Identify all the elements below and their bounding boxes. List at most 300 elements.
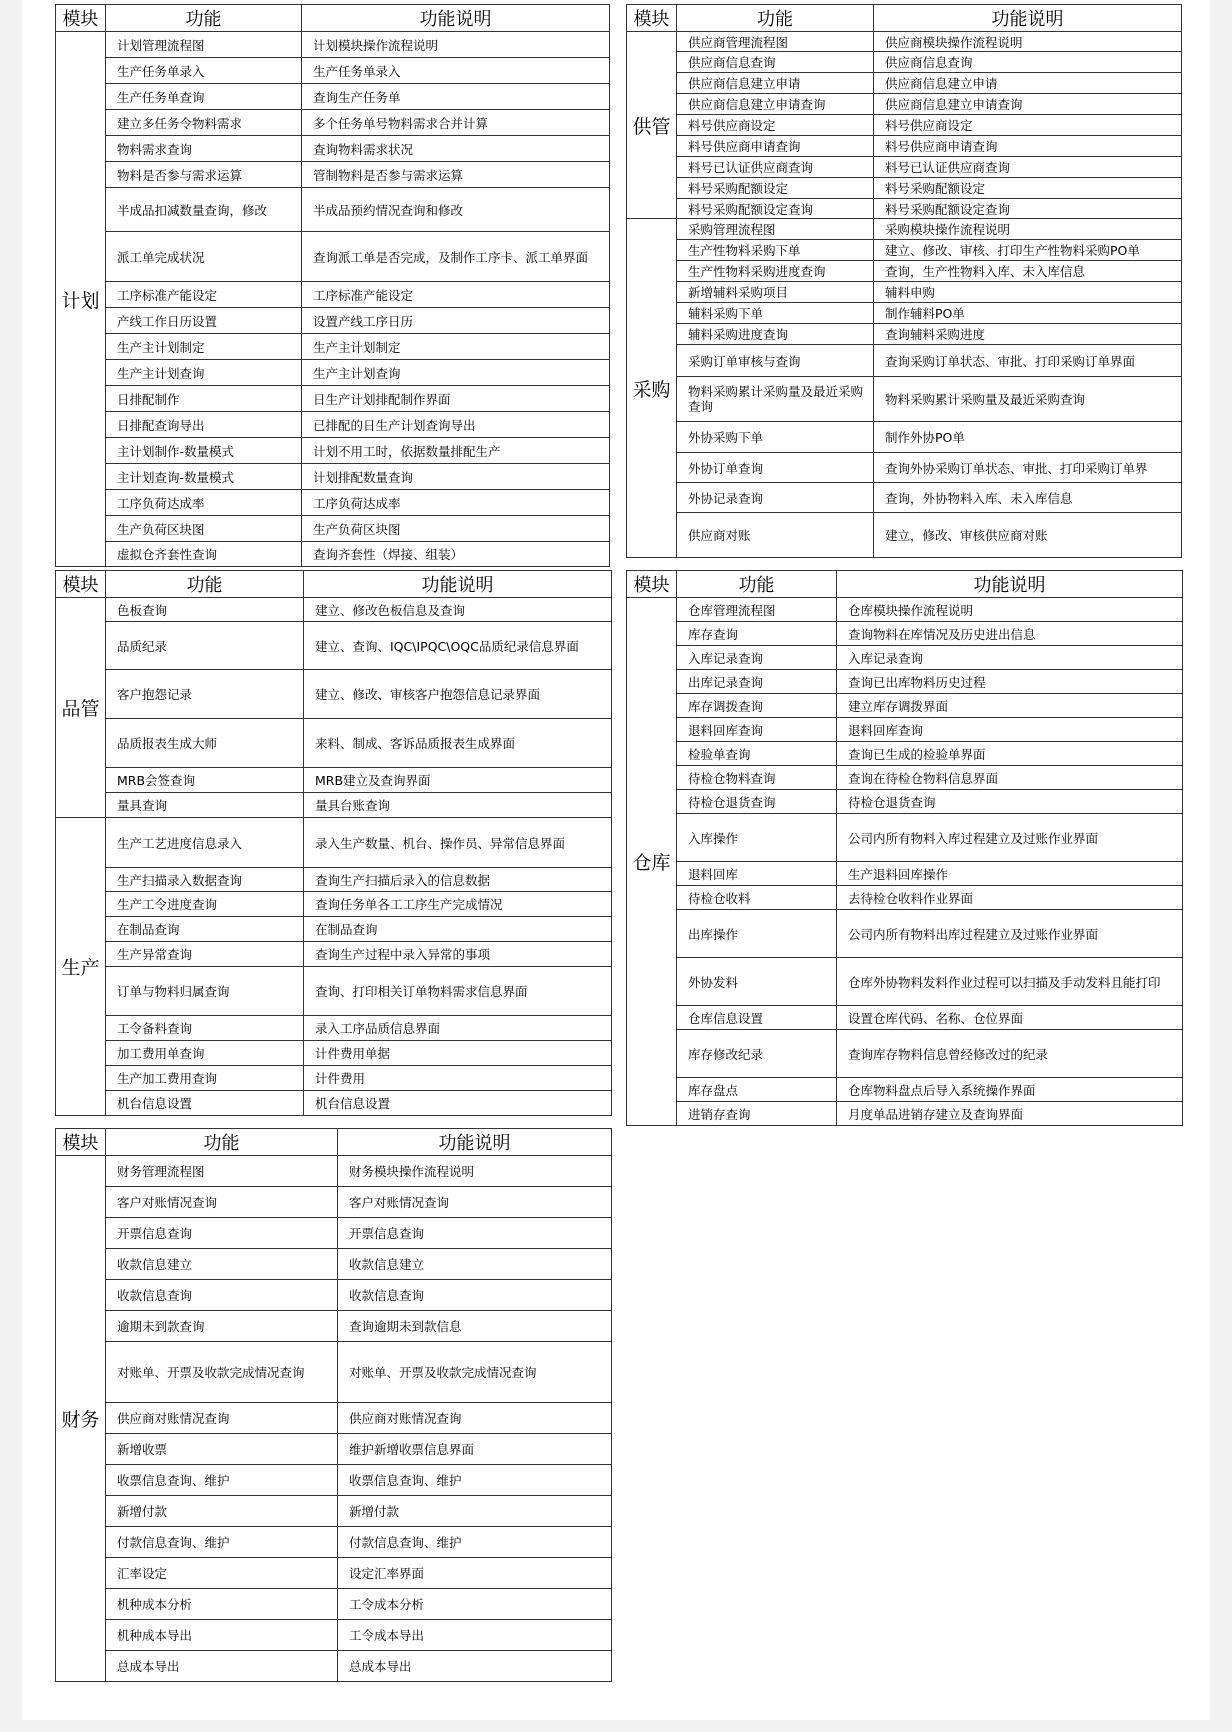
table-row <box>56 32 610 58</box>
description-cell: 收款信息查询 <box>338 1280 612 1311</box>
description-cell: 查询，生产性物料入库、未入库信息 <box>874 261 1182 282</box>
header-row <box>627 5 1182 32</box>
description-cell: 计件费用 <box>304 1066 612 1091</box>
header-description: 功能说明 <box>302 5 610 32</box>
table-row <box>56 1066 612 1091</box>
module-cell: 采购 <box>627 219 677 558</box>
description-cell: 料号已认证供应商查询 <box>874 157 1182 178</box>
table-row <box>56 768 612 793</box>
function-cell: 产线工作日历设置 <box>106 308 302 334</box>
table-row <box>627 345 1182 377</box>
function-cell: 待检仓收料 <box>677 886 837 910</box>
function-cell: 生产性物料采购下单 <box>677 240 874 261</box>
function-cell: 虚拟仓齐套性查询 <box>106 542 302 567</box>
function-cell: 新增辅料采购项目 <box>677 282 874 303</box>
function-cell: 生产负荷区块图 <box>106 516 302 542</box>
function-cell: 量具查询 <box>106 793 304 818</box>
function-cell: 生产性物料采购进度查询 <box>677 261 874 282</box>
function-cell: 客户抱怨记录 <box>106 670 304 719</box>
module-cell: 计划 <box>56 32 106 567</box>
header-function: 功能 <box>106 5 302 32</box>
description-cell: 辅料申购 <box>874 282 1182 303</box>
header-description: 功能说明 <box>837 571 1183 598</box>
table-row <box>627 282 1182 303</box>
table-row <box>627 622 1183 646</box>
table-row <box>627 694 1183 718</box>
table-row <box>627 261 1182 282</box>
table-row <box>56 1218 612 1249</box>
table-row <box>56 308 610 334</box>
header-description: 功能说明 <box>338 1129 612 1156</box>
function-cell: 建立多任务令物料需求 <box>106 110 302 136</box>
table-row <box>56 162 610 188</box>
function-cell: 生产工令进度查询 <box>106 892 304 917</box>
table-row <box>56 1187 612 1218</box>
header-module: 模块 <box>56 1129 106 1156</box>
module-cell: 供管 <box>627 32 677 219</box>
function-cell: 外协记录查询 <box>677 483 874 513</box>
function-cell: 工序标准产能设定 <box>106 282 302 308</box>
description-cell: 生产负荷区块图 <box>302 516 610 542</box>
table-row <box>627 422 1182 453</box>
function-cell: 供应商管理流程图 <box>677 32 874 52</box>
table-row <box>56 516 610 542</box>
description-cell: 查询外协采购订单状态、审批、打印采购订单界 <box>874 453 1182 483</box>
table-row <box>56 917 612 942</box>
description-cell: 料号采购配额设定查询 <box>874 199 1182 219</box>
table-row <box>56 1496 612 1527</box>
function-cell: 生产任务单查询 <box>106 84 302 110</box>
description-cell: 计划不用工时，依据数量排配生产 <box>302 438 610 464</box>
description-cell: 供应商模块操作流程说明 <box>874 32 1182 52</box>
description-cell: 查询、打印相关订单物料需求信息界面 <box>304 967 612 1016</box>
description-cell: 料号采购配额设定 <box>874 178 1182 199</box>
function-cell: 供应商对账情况查询 <box>106 1403 338 1434</box>
table-row <box>56 490 610 516</box>
description-cell: 建立、查询、IQC\IPQC\OQC品质纪录信息界面 <box>304 622 612 670</box>
function-cell: 工令备料查询 <box>106 1016 304 1041</box>
function-cell: 入库记录查询 <box>677 646 837 670</box>
function-cell: 日排配制作 <box>106 386 302 412</box>
function-cell: 收款信息建立 <box>106 1249 338 1280</box>
function-cell: 料号供应商申请查询 <box>677 136 874 157</box>
table-row <box>56 1091 612 1116</box>
table-row <box>627 115 1182 136</box>
function-cell: 外协采购下单 <box>677 422 874 453</box>
table-row <box>627 453 1182 483</box>
table-row <box>627 958 1183 1006</box>
function-cell: MRB会签查询 <box>106 768 304 793</box>
function-cell: 进销存查询 <box>677 1102 837 1126</box>
function-cell: 物料需求查询 <box>106 136 302 162</box>
table-row <box>627 32 1182 52</box>
function-cell: 出库操作 <box>677 910 837 958</box>
function-cell: 辅料采购下单 <box>677 303 874 324</box>
description-cell: 查询已出库物料历史过程 <box>837 670 1183 694</box>
function-cell: 主计划制作-数量模式 <box>106 438 302 464</box>
table-row <box>56 386 610 412</box>
function-cell: 料号已认证供应商查询 <box>677 157 874 178</box>
function-cell: 开票信息查询 <box>106 1218 338 1249</box>
function-cell: 收款信息查询 <box>106 1280 338 1311</box>
function-cell: 工序负荷达成率 <box>106 490 302 516</box>
description-cell: 设定汇率界面 <box>338 1558 612 1589</box>
function-cell: 外协发料 <box>677 958 837 1006</box>
function-cell: 物料采购累计采购量及最近采购查询 <box>677 377 874 422</box>
table-row <box>627 646 1183 670</box>
description-cell: 供应商信息建立申请查询 <box>874 94 1182 115</box>
table-row <box>627 483 1182 513</box>
function-cell: 生产主计划查询 <box>106 360 302 386</box>
table-row <box>627 303 1182 324</box>
description-cell: 收票信息查询、维护 <box>338 1465 612 1496</box>
table-row <box>56 282 610 308</box>
description-cell: 录入生产数量、机台、操作员、异常信息界面 <box>304 818 612 868</box>
description-cell: 查询逾期未到款信息 <box>338 1311 612 1342</box>
description-cell: 工令成本分析 <box>338 1589 612 1620</box>
function-cell: 新增付款 <box>106 1496 338 1527</box>
table-row <box>56 793 612 818</box>
table-row <box>627 1078 1183 1102</box>
description-cell: 查询生产过程中录入异常的事项 <box>304 942 612 967</box>
description-cell: 已排配的日生产计划查询导出 <box>302 412 610 438</box>
header-description: 功能说明 <box>874 5 1182 32</box>
table-row <box>56 110 610 136</box>
table-row <box>56 1156 612 1187</box>
table-row <box>56 1434 612 1465</box>
function-cell: 待检仓退货查询 <box>677 790 837 814</box>
table-row <box>627 240 1182 261</box>
function-cell: 机台信息设置 <box>106 1091 304 1116</box>
description-cell: 生产退料回库操作 <box>837 862 1183 886</box>
function-cell: 检验单查询 <box>677 742 837 766</box>
description-cell: 录入工序品质信息界面 <box>304 1016 612 1041</box>
description-cell: 查询齐套性（焊接、组装） <box>302 542 610 567</box>
description-cell: 查询，外协物料入库、未入库信息 <box>874 483 1182 513</box>
function-cell: 库存盘点 <box>677 1078 837 1102</box>
function-cell: 总成本导出 <box>106 1651 338 1682</box>
table-row <box>56 438 610 464</box>
function-cell: 派工单完成状况 <box>106 232 302 282</box>
table-row <box>56 942 612 967</box>
header-function: 功能 <box>677 5 874 32</box>
table-row <box>627 718 1183 742</box>
description-cell: 工序标准产能设定 <box>302 282 610 308</box>
table-row <box>56 622 612 670</box>
function-cell: 辅料采购进度查询 <box>677 324 874 345</box>
description-cell: 查询库存物料信息曾经修改过的纪录 <box>837 1030 1183 1078</box>
function-cell: 生产扫描录入数据查询 <box>106 868 304 892</box>
table-row <box>56 334 610 360</box>
table-row <box>56 1342 612 1403</box>
description-cell: 查询物料在库情况及历史进出信息 <box>837 622 1183 646</box>
table-row <box>56 1041 612 1066</box>
table-row <box>627 513 1182 558</box>
description-cell: 制作辅料PO单 <box>874 303 1182 324</box>
description-cell: 退料回库查询 <box>837 718 1183 742</box>
table-row <box>627 1006 1183 1030</box>
description-cell: 查询在待检仓物料信息界面 <box>837 766 1183 790</box>
function-cell: 库存查询 <box>677 622 837 646</box>
description-cell: 查询已生成的检验单界面 <box>837 742 1183 766</box>
warehouse-module-table <box>626 570 1183 1126</box>
function-cell: 对账单、开票及收款完成情况查询 <box>106 1342 338 1403</box>
table-row <box>627 814 1183 862</box>
table-row <box>627 910 1183 958</box>
table-row <box>627 52 1182 73</box>
table-row <box>56 412 610 438</box>
function-cell: 机种成本导出 <box>106 1620 338 1651</box>
header-function: 功能 <box>677 571 837 598</box>
function-cell: 待检仓物料查询 <box>677 766 837 790</box>
quality-production-module-table <box>55 570 612 1116</box>
function-cell: 加工费用单查询 <box>106 1041 304 1066</box>
table-row <box>627 219 1182 240</box>
description-cell: 维护新增收票信息界面 <box>338 1434 612 1465</box>
header-module: 模块 <box>627 5 677 32</box>
description-cell: 多个任务单号物料需求合并计算 <box>302 110 610 136</box>
description-cell: 供应商对账情况查询 <box>338 1403 612 1434</box>
table-row <box>56 232 610 282</box>
description-cell: 公司内所有物料入库过程建立及过账作业界面 <box>837 814 1183 862</box>
table-row <box>627 1030 1183 1078</box>
finance-module-table <box>55 1128 612 1682</box>
header-row <box>56 571 612 598</box>
header-function: 功能 <box>106 1129 338 1156</box>
table-row <box>56 598 612 622</box>
header-module: 模块 <box>56 5 106 32</box>
description-cell: 查询派工单是否完成，及制作工序卡、派工单界面 <box>302 232 610 282</box>
function-cell: 生产任务单录入 <box>106 58 302 84</box>
description-cell: 对账单、开票及收款完成情况查询 <box>338 1342 612 1403</box>
function-cell: 计划管理流程图 <box>106 32 302 58</box>
module-cell: 生产 <box>56 818 106 1116</box>
description-cell: 仓库模块操作流程说明 <box>837 598 1183 622</box>
table-row <box>56 1280 612 1311</box>
table-row <box>627 199 1182 219</box>
function-cell: 退料回库查询 <box>677 718 837 742</box>
function-cell: 财务管理流程图 <box>106 1156 338 1187</box>
table-row <box>627 178 1182 199</box>
description-cell: 计件费用单据 <box>304 1041 612 1066</box>
description-cell: 财务模块操作流程说明 <box>338 1156 612 1187</box>
header-row <box>627 571 1183 598</box>
description-cell: 新增付款 <box>338 1496 612 1527</box>
description-cell: 工令成本导出 <box>338 1620 612 1651</box>
description-cell: 计划排配数量查询 <box>302 464 610 490</box>
function-cell: 色板查询 <box>106 598 304 622</box>
description-cell: 管制物料是否参与需求运算 <box>302 162 610 188</box>
function-cell: 收票信息查询、维护 <box>106 1465 338 1496</box>
function-cell: 供应商信息建立申请 <box>677 73 874 94</box>
description-cell: 查询采购订单状态、审批、打印采购订单界面 <box>874 345 1182 377</box>
function-cell: 出库记录查询 <box>677 670 837 694</box>
table-row <box>56 719 612 768</box>
function-cell: 料号供应商设定 <box>677 115 874 136</box>
description-cell: 供应商信息查询 <box>874 52 1182 73</box>
function-cell: 物料是否参与需求运算 <box>106 162 302 188</box>
table-row <box>56 892 612 917</box>
description-cell: 来料、制成、客诉品质报表生成界面 <box>304 719 612 768</box>
function-cell: 生产异常查询 <box>106 942 304 967</box>
table-row <box>627 94 1182 115</box>
table-row <box>56 542 610 567</box>
description-cell: 料号供应商设定 <box>874 115 1182 136</box>
function-cell: 订单与物料归属查询 <box>106 967 304 1016</box>
table-row <box>56 1527 612 1558</box>
description-cell: 付款信息查询、维护 <box>338 1527 612 1558</box>
description-cell: 在制品查询 <box>304 917 612 942</box>
table-row <box>56 1620 612 1651</box>
function-cell: 生产工艺进度信息录入 <box>106 818 304 868</box>
description-cell: 制作外协PO单 <box>874 422 1182 453</box>
table-row <box>627 766 1183 790</box>
table-row <box>56 818 612 868</box>
description-cell: 半成品预约情况查询和修改 <box>302 188 610 232</box>
description-cell: 待检仓退货查询 <box>837 790 1183 814</box>
description-cell: 生产主计划查询 <box>302 360 610 386</box>
description-cell: 量具台账查询 <box>304 793 612 818</box>
function-cell: 品质报表生成大师 <box>106 719 304 768</box>
function-cell: 日排配查询导出 <box>106 412 302 438</box>
table-row <box>627 670 1183 694</box>
description-cell: 采购模块操作流程说明 <box>874 219 1182 240</box>
table-row <box>56 136 610 162</box>
function-cell: 汇率设定 <box>106 1558 338 1589</box>
module-cell: 财务 <box>56 1156 106 1682</box>
description-cell: 建立、修改、审核、打印生产性物料采购PO单 <box>874 240 1182 261</box>
function-cell: 新增收票 <box>106 1434 338 1465</box>
module-cell: 品管 <box>56 598 106 818</box>
table-row <box>627 377 1182 422</box>
description-cell: 去待检仓收料作业界面 <box>837 886 1183 910</box>
description-cell: 查询任务单各工工序生产完成情况 <box>304 892 612 917</box>
description-cell: 总成本导出 <box>338 1651 612 1682</box>
description-cell: 公司内所有物料出库过程建立及过账作业界面 <box>837 910 1183 958</box>
description-cell: 建立，修改、审核供应商对账 <box>874 513 1182 558</box>
description-cell: 料号供应商申请查询 <box>874 136 1182 157</box>
table-row <box>56 1016 612 1041</box>
description-cell: 建立库存调拨界面 <box>837 694 1183 718</box>
function-cell: 采购管理流程图 <box>677 219 874 240</box>
function-cell: 付款信息查询、维护 <box>106 1527 338 1558</box>
table-row <box>627 598 1183 622</box>
description-cell: 计划模块操作流程说明 <box>302 32 610 58</box>
table-row <box>627 324 1182 345</box>
header-function: 功能 <box>106 571 304 598</box>
description-cell: 物料采购累计采购量及最近采购查询 <box>874 377 1182 422</box>
description-cell: 仓库物料盘点后导入系统操作界面 <box>837 1078 1183 1102</box>
header-description: 功能说明 <box>304 571 612 598</box>
function-cell: 供应商对账 <box>677 513 874 558</box>
function-cell: 采购订单审核与查询 <box>677 345 874 377</box>
table-row <box>627 886 1183 910</box>
table-row <box>627 1102 1183 1126</box>
description-cell: 查询生产扫描后录入的信息数据 <box>304 868 612 892</box>
description-cell: 入库记录查询 <box>837 646 1183 670</box>
function-cell: 逾期未到款查询 <box>106 1311 338 1342</box>
table-row <box>56 1311 612 1342</box>
header-row <box>56 1129 612 1156</box>
description-cell: 建立、修改、审核客户抱怨信息记录界面 <box>304 670 612 719</box>
table-row <box>56 967 612 1016</box>
table-row <box>56 464 610 490</box>
description-cell: 机台信息设置 <box>304 1091 612 1116</box>
table-row <box>627 862 1183 886</box>
header-row <box>56 5 610 32</box>
table-row <box>627 790 1183 814</box>
table-row <box>56 188 610 232</box>
function-cell: 仓库管理流程图 <box>677 598 837 622</box>
function-cell: 料号采购配额设定查询 <box>677 199 874 219</box>
description-cell: 开票信息查询 <box>338 1218 612 1249</box>
table-row <box>56 1651 612 1682</box>
function-cell: 品质纪录 <box>106 622 304 670</box>
supply-module-table <box>626 4 1182 558</box>
description-cell: 日生产计划排配制作界面 <box>302 386 610 412</box>
function-cell: 客户对账情况查询 <box>106 1187 338 1218</box>
function-cell: 入库操作 <box>677 814 837 862</box>
table-row <box>56 84 610 110</box>
table-row <box>56 1465 612 1496</box>
description-cell: 生产任务单录入 <box>302 58 610 84</box>
function-cell: 供应商信息查询 <box>677 52 874 73</box>
function-cell: 主计划查询-数量模式 <box>106 464 302 490</box>
table-row <box>56 670 612 719</box>
description-cell: 工序负荷达成率 <box>302 490 610 516</box>
function-cell: 在制品查询 <box>106 917 304 942</box>
description-cell: 查询生产任务单 <box>302 84 610 110</box>
description-cell: 收款信息建立 <box>338 1249 612 1280</box>
table-row <box>56 1249 612 1280</box>
plan-module-table <box>55 4 610 567</box>
table-row <box>627 157 1182 178</box>
description-cell: 客户对账情况查询 <box>338 1187 612 1218</box>
function-cell: 仓库信息设置 <box>677 1006 837 1030</box>
table-row <box>56 1558 612 1589</box>
function-cell: 生产加工费用查询 <box>106 1066 304 1091</box>
description-cell: 供应商信息建立申请 <box>874 73 1182 94</box>
table-row <box>627 73 1182 94</box>
description-cell: 生产主计划制定 <box>302 334 610 360</box>
function-cell: 生产主计划制定 <box>106 334 302 360</box>
header-module: 模块 <box>627 571 677 598</box>
description-cell: 查询物料需求状况 <box>302 136 610 162</box>
function-cell: 库存调拨查询 <box>677 694 837 718</box>
table-row <box>56 58 610 84</box>
function-cell: 机种成本分析 <box>106 1589 338 1620</box>
description-cell: 建立、修改色板信息及查询 <box>304 598 612 622</box>
header-module: 模块 <box>56 571 106 598</box>
function-cell: 供应商信息建立申请查询 <box>677 94 874 115</box>
table-row <box>627 742 1183 766</box>
description-cell: MRB建立及查询界面 <box>304 768 612 793</box>
function-cell: 半成品扣减数量查询，修改 <box>106 188 302 232</box>
table-row <box>56 1403 612 1434</box>
function-cell: 料号采购配额设定 <box>677 178 874 199</box>
table-row <box>56 360 610 386</box>
table-row <box>627 136 1182 157</box>
function-cell: 库存修改纪录 <box>677 1030 837 1078</box>
table-row <box>56 868 612 892</box>
description-cell: 设置产线工序日历 <box>302 308 610 334</box>
table-row <box>56 1589 612 1620</box>
module-cell: 仓库 <box>627 598 677 1126</box>
description-cell: 查询辅料采购进度 <box>874 324 1182 345</box>
description-cell: 设置仓库代码、名称、仓位界面 <box>837 1006 1183 1030</box>
description-cell: 仓库外协物料发料作业过程可以扫描及手动发料且能打印 <box>837 958 1183 1006</box>
function-cell: 外协订单查询 <box>677 453 874 483</box>
